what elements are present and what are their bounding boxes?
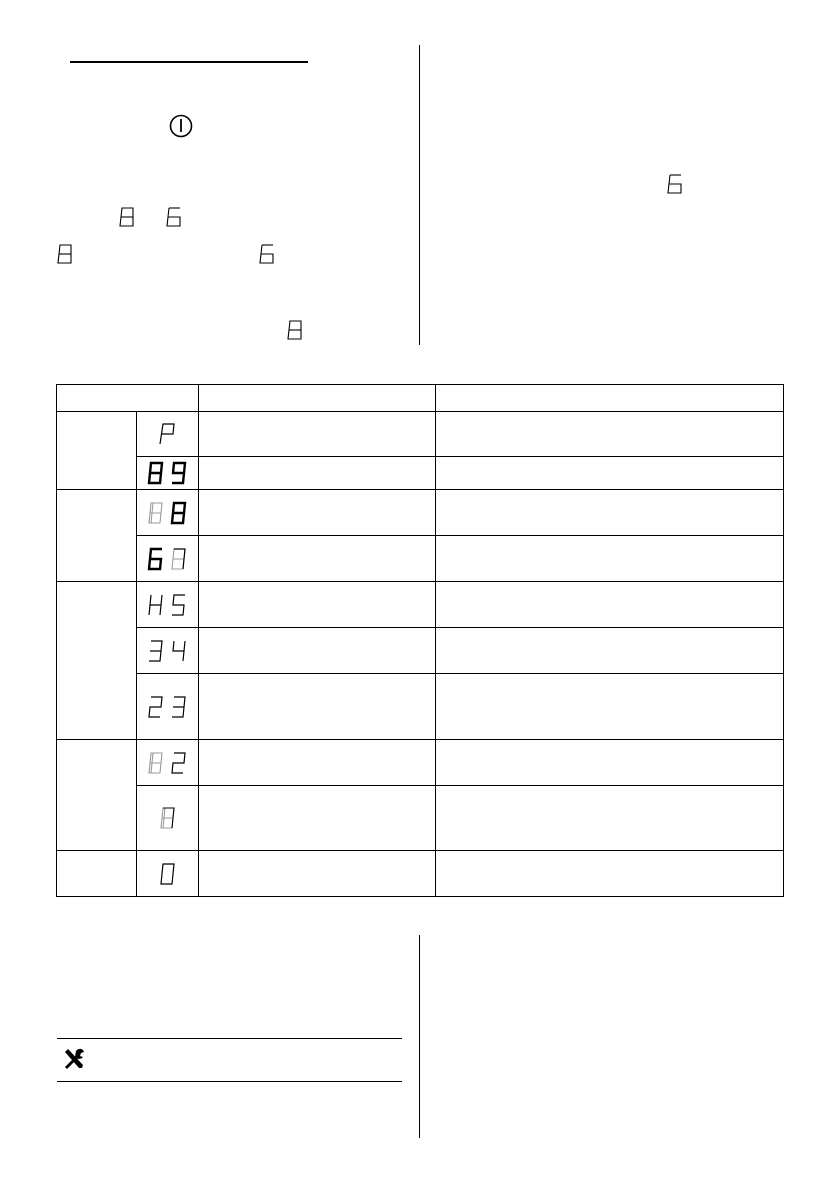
column-divider-top xyxy=(419,45,420,345)
table-header-cell xyxy=(436,385,784,412)
heading-underline xyxy=(70,61,308,63)
description-cell xyxy=(199,536,436,582)
display-b-mid xyxy=(258,242,276,266)
display-cell xyxy=(137,457,199,490)
display-glyph-p xyxy=(158,421,178,447)
table-row xyxy=(57,674,784,740)
description-cell xyxy=(199,740,436,786)
group-cell xyxy=(57,582,137,740)
remedy-cell xyxy=(436,674,784,740)
wrench-screwdriver-icon xyxy=(62,1047,86,1071)
group-cell xyxy=(57,851,137,897)
remedy-cell xyxy=(436,582,784,628)
group-cell xyxy=(57,740,137,851)
group-cell xyxy=(57,412,137,490)
column-divider-bottom xyxy=(419,935,420,1138)
description-cell xyxy=(199,786,436,851)
table-header-cell xyxy=(199,385,436,412)
display-cell xyxy=(137,582,199,628)
description-cell xyxy=(199,851,436,897)
description-cell xyxy=(199,412,436,457)
table-row xyxy=(57,740,784,786)
group-cell xyxy=(57,490,137,582)
table-header-row xyxy=(57,385,784,412)
display-cell xyxy=(137,412,199,457)
display-cell xyxy=(137,851,199,897)
display-glyph-6-8 xyxy=(146,546,190,572)
remedy-cell xyxy=(436,628,784,674)
remedy-cell xyxy=(436,412,784,457)
display-cell xyxy=(137,740,199,786)
display-h-left xyxy=(56,242,74,266)
display-glyph-4-5 xyxy=(146,592,190,618)
display-glyph-2-3 xyxy=(146,694,190,720)
remedy-cell xyxy=(436,536,784,582)
table-row xyxy=(57,536,784,582)
remedy-cell xyxy=(436,457,784,490)
display-h-top xyxy=(118,205,136,229)
display-cell xyxy=(137,786,199,851)
table-row xyxy=(57,490,784,536)
display-glyph-8-faded xyxy=(158,805,178,831)
table-header-cell xyxy=(57,385,199,412)
remedy-cell xyxy=(436,851,784,897)
display-glyph-8-8 xyxy=(146,500,190,526)
display-h-bottom xyxy=(286,318,304,342)
description-cell xyxy=(199,628,436,674)
display-cell xyxy=(137,674,199,740)
display-glyph-0 xyxy=(158,861,178,887)
display-glyph-3-4 xyxy=(146,638,190,664)
table-row xyxy=(57,628,784,674)
error-code-table xyxy=(56,384,784,897)
table-row xyxy=(57,786,784,851)
tip-box-top-rule xyxy=(57,1038,402,1039)
display-glyph-8-9 xyxy=(146,460,190,486)
display-b-top xyxy=(165,205,183,229)
description-cell xyxy=(199,674,436,740)
display-cell xyxy=(137,628,199,674)
display-glyph-8-2 xyxy=(146,750,190,776)
display-b-right xyxy=(666,172,684,196)
table-row xyxy=(57,412,784,457)
table-row xyxy=(57,851,784,897)
display-cell xyxy=(137,536,199,582)
remedy-cell xyxy=(436,786,784,851)
description-cell xyxy=(199,582,436,628)
remedy-cell xyxy=(436,490,784,536)
table-row xyxy=(57,582,784,628)
display-cell xyxy=(137,490,199,536)
table-row xyxy=(57,457,784,490)
description-cell xyxy=(199,490,436,536)
tip-box-bottom-rule xyxy=(57,1081,402,1082)
remedy-cell xyxy=(436,740,784,786)
power-icon xyxy=(168,113,194,139)
description-cell xyxy=(199,457,436,490)
